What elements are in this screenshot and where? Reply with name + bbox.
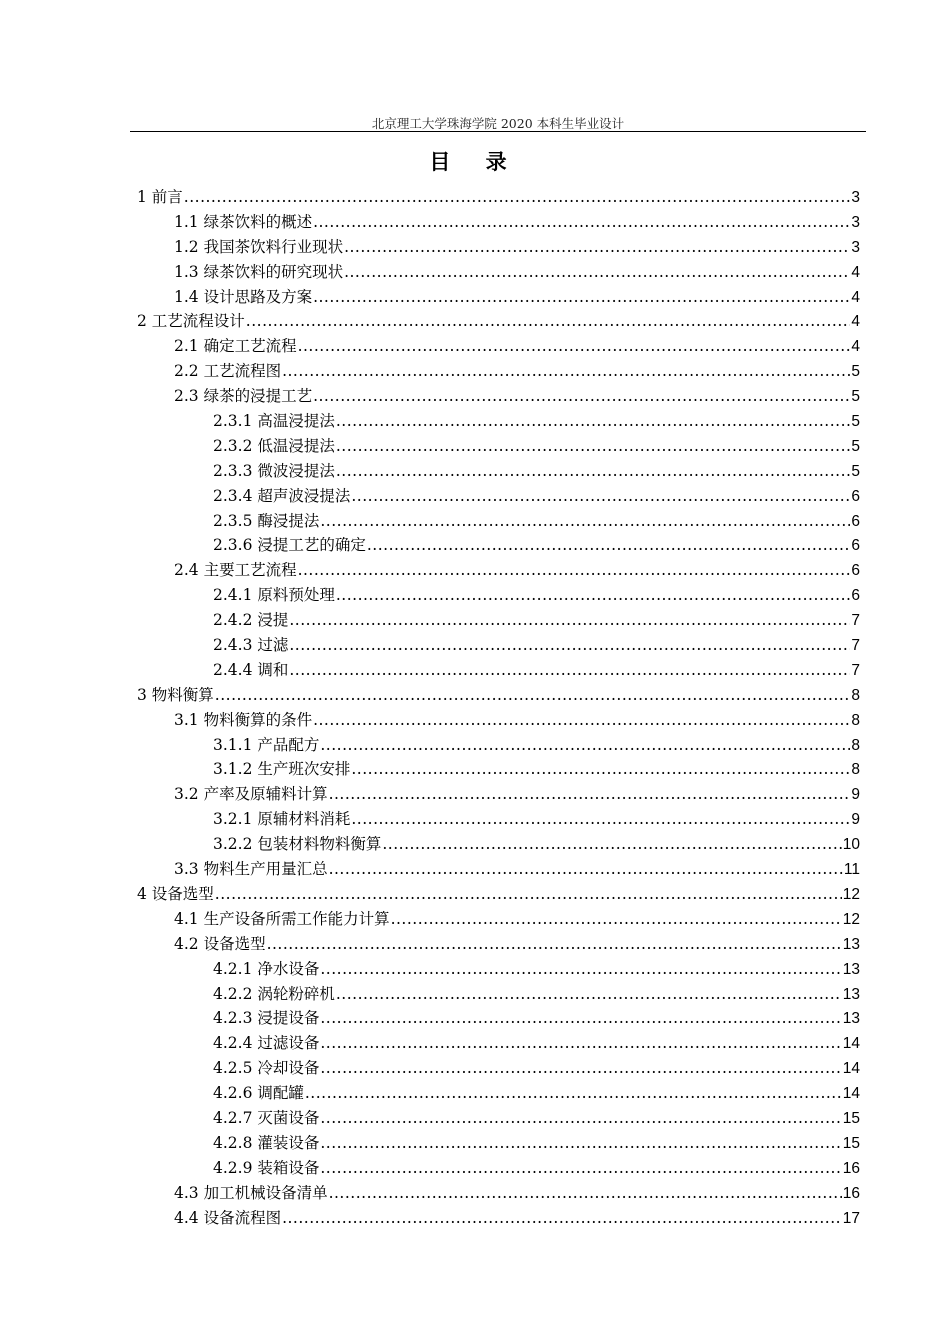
toc-entry-label: 1.2 我国茶饮料行业现状 <box>174 237 344 256</box>
toc-entry-page-number: 4 <box>851 338 860 356</box>
toc-entry[interactable] <box>137 309 860 334</box>
toc-leader-dots <box>282 359 850 384</box>
toc-entry-page-number: 5 <box>851 388 860 406</box>
toc-entry-label: 3 物料衡算 <box>137 685 214 704</box>
toc-entry-label: 4.2.5 冷却设备 <box>213 1059 320 1078</box>
toc-entry-page-number: 9 <box>851 811 860 829</box>
toc-entry-label: 1.1 绿茶饮料的概述 <box>174 212 313 231</box>
toc-entry[interactable] <box>137 409 860 434</box>
toc-leader-dots <box>336 409 851 434</box>
toc-entry-label: 3.2 产率及原辅料计算 <box>174 785 328 804</box>
toc-leader-dots <box>344 260 850 285</box>
toc-leader-dots <box>320 1131 841 1156</box>
toc-leader-dots <box>351 807 850 832</box>
toc-entry-page-number: 4 <box>851 288 860 306</box>
toc-leader-dots <box>282 1206 842 1231</box>
toc-entry-page-number: 13 <box>842 985 860 1003</box>
toc-entry-label: 3.1 物料衡算的条件 <box>174 710 313 729</box>
toc-entry[interactable] <box>137 1156 860 1181</box>
toc-leader-dots <box>313 285 850 310</box>
toc-leader-dots <box>320 1156 841 1181</box>
table-of-contents <box>137 185 860 1230</box>
toc-entry[interactable] <box>137 434 860 459</box>
toc-entry-label: 4.2.4 过滤设备 <box>213 1034 320 1053</box>
toc-entry-page-number: 8 <box>851 736 860 754</box>
toc-leader-dots <box>351 757 850 782</box>
toc-entry-page-number: 6 <box>851 512 860 530</box>
toc-entry-label: 2.4.4 调和 <box>213 660 289 679</box>
toc-entry[interactable] <box>137 558 860 583</box>
toc-entry-page-number: 11 <box>843 861 860 879</box>
toc-entry[interactable] <box>137 957 860 982</box>
toc-entry[interactable] <box>137 832 860 857</box>
toc-entry[interactable] <box>137 210 860 235</box>
toc-entry-page-number: 8 <box>851 761 860 779</box>
toc-entry[interactable] <box>137 882 860 907</box>
toc-entry-page-number: 16 <box>842 1159 860 1177</box>
toc-entry-page-number: 5 <box>851 363 860 381</box>
toc-entry-label: 2.3 绿茶的浸提工艺 <box>174 387 313 406</box>
toc-entry-page-number: 7 <box>851 612 860 630</box>
toc-entry-label: 4.2.2 涡轮粉碎机 <box>213 984 335 1003</box>
toc-leader-dots <box>382 832 841 857</box>
toc-entry[interactable] <box>137 359 860 384</box>
toc-leader-dots <box>289 633 850 658</box>
toc-entry[interactable] <box>137 260 860 285</box>
toc-entry[interactable] <box>137 757 860 782</box>
toc-entry-label: 4.2.8 灌装设备 <box>213 1133 320 1152</box>
toc-entry[interactable] <box>137 235 860 260</box>
toc-entry-label: 2 工艺流程设计 <box>137 312 245 331</box>
toc-entry[interactable] <box>137 384 860 409</box>
toc-entry-label: 1.4 设计思路及方案 <box>174 287 313 306</box>
toc-leader-dots <box>313 708 850 733</box>
toc-leader-dots <box>305 1081 842 1106</box>
toc-entry-page-number: 14 <box>842 1085 860 1103</box>
toc-entry-page-number: 4 <box>851 313 860 331</box>
toc-entry-label: 2.2 工艺流程图 <box>174 362 282 381</box>
toc-entry[interactable] <box>137 733 860 758</box>
toc-entry-label: 4.2.3 浸提设备 <box>213 1009 320 1028</box>
toc-entry-label: 2.4.3 过滤 <box>213 636 289 655</box>
toc-entry[interactable] <box>137 1006 860 1031</box>
toc-leader-dots <box>215 683 851 708</box>
toc-leader-dots <box>336 434 851 459</box>
toc-entry-page-number: 14 <box>842 1035 860 1053</box>
toc-leader-dots <box>367 533 851 558</box>
toc-leader-dots <box>289 608 850 633</box>
toc-entry[interactable] <box>137 334 860 359</box>
toc-entry-page-number: 6 <box>851 537 860 555</box>
toc-entry-page-number: 15 <box>842 1109 860 1127</box>
toc-leader-dots <box>246 309 851 334</box>
toc-entry-label: 1.3 绿茶饮料的研究现状 <box>174 262 344 281</box>
toc-entry-label: 4.1 生产设备所需工作能力计算 <box>174 909 390 928</box>
toc-entry[interactable] <box>137 932 860 957</box>
toc-entry[interactable] <box>137 708 860 733</box>
toc-entry[interactable] <box>137 608 860 633</box>
toc-entry[interactable] <box>137 633 860 658</box>
toc-leader-dots <box>320 1056 841 1081</box>
toc-entry-page-number: 12 <box>842 885 860 903</box>
toc-entry[interactable] <box>137 1206 860 1231</box>
toc-entry-page-number: 8 <box>851 711 860 729</box>
toc-leader-dots <box>320 1031 841 1056</box>
toc-entry-label: 3.2.1 原辅材料消耗 <box>213 810 351 829</box>
header-rule <box>130 131 866 132</box>
toc-entry-page-number: 15 <box>842 1134 860 1152</box>
toc-entry-label: 3.3 物料生产用量汇总 <box>174 860 328 879</box>
toc-entry-label: 4.2.9 装箱设备 <box>213 1158 320 1177</box>
toc-entry-label: 2.3.2 低温浸提法 <box>213 436 335 455</box>
toc-leader-dots <box>313 210 850 235</box>
toc-entry[interactable] <box>137 459 860 484</box>
toc-entry-label: 4.2.1 净水设备 <box>213 959 320 978</box>
toc-leader-dots <box>329 857 843 882</box>
toc-leader-dots <box>320 1006 841 1031</box>
toc-entry-page-number: 5 <box>851 437 860 455</box>
toc-entry-page-number: 7 <box>851 661 860 679</box>
toc-entry[interactable] <box>137 1131 860 1156</box>
toc-entry-page-number: 10 <box>842 836 860 854</box>
toc-leader-dots <box>320 733 850 758</box>
toc-entry[interactable] <box>137 185 860 210</box>
toc-leader-dots <box>344 235 850 260</box>
toc-entry-label: 2.3.4 超声波浸提法 <box>213 486 351 505</box>
page-title: 目 录 <box>429 149 521 174</box>
toc-entry[interactable] <box>137 907 860 932</box>
toc-entry-page-number: 8 <box>851 686 860 704</box>
page-header: 北京理工大学珠海学院 2020 本科生毕业设计 <box>371 116 625 131</box>
toc-entry-page-number: 14 <box>842 1060 860 1078</box>
toc-leader-dots <box>351 484 850 509</box>
toc-leader-dots <box>267 932 842 957</box>
toc-entry[interactable] <box>137 1031 860 1056</box>
toc-leader-dots <box>215 882 842 907</box>
toc-entry-label: 2.4.1 原料预处理 <box>213 586 335 605</box>
toc-leader-dots <box>329 1181 842 1206</box>
toc-entry-label: 2.4 主要工艺流程 <box>174 561 297 580</box>
toc-entry-label: 3.2.2 包装材料物料衡算 <box>213 835 382 854</box>
toc-leader-dots <box>336 583 851 608</box>
toc-leader-dots <box>320 1106 841 1131</box>
toc-entry-label: 4.4 设备流程图 <box>174 1208 282 1227</box>
toc-entry-page-number: 6 <box>851 487 860 505</box>
toc-entry-page-number: 13 <box>842 1010 860 1028</box>
toc-entry-label: 2.3.6 浸提工艺的确定 <box>213 536 366 555</box>
toc-entry-page-number: 13 <box>842 960 860 978</box>
toc-entry-page-number: 4 <box>851 263 860 281</box>
toc-entry-label: 4.2.7 灭菌设备 <box>213 1108 320 1127</box>
toc-entry-label: 2.3.1 高温浸提法 <box>213 412 335 431</box>
toc-entry[interactable] <box>137 782 860 807</box>
toc-entry-page-number: 13 <box>842 935 860 953</box>
toc-entry-label: 2.4.2 浸提 <box>213 611 289 630</box>
toc-leader-dots <box>289 658 850 683</box>
toc-leader-dots <box>336 982 842 1007</box>
toc-entry-page-number: 5 <box>851 462 860 480</box>
toc-entry[interactable] <box>137 533 860 558</box>
toc-entry[interactable] <box>137 857 860 882</box>
toc-entry-label: 1 前言 <box>137 188 183 206</box>
toc-entry-label: 2.3.3 微波浸提法 <box>213 461 335 480</box>
toc-entry[interactable] <box>137 1106 860 1131</box>
toc-entry-page-number: 9 <box>851 786 860 804</box>
toc-entry-label: 2.3.5 酶浸提法 <box>213 511 320 530</box>
toc-entry-page-number: 6 <box>851 562 860 580</box>
toc-entry[interactable] <box>137 1181 860 1206</box>
toc-entry[interactable] <box>137 285 860 310</box>
toc-entry-label: 4.2.6 调配罐 <box>213 1084 304 1103</box>
toc-leader-dots <box>391 907 842 932</box>
toc-entry[interactable] <box>137 683 860 708</box>
toc-entry-label: 3.1.1 产品配方 <box>213 735 320 754</box>
toc-entry[interactable] <box>137 484 860 509</box>
toc-entry-page-number: 6 <box>851 587 860 605</box>
toc-entry-page-number: 5 <box>851 413 860 431</box>
toc-entry-page-number: 17 <box>842 1209 860 1227</box>
toc-leader-dots <box>298 334 851 359</box>
toc-leader-dots <box>313 384 850 409</box>
toc-entry[interactable] <box>137 583 860 608</box>
toc-entry-page-number: 7 <box>851 637 860 655</box>
toc-entry-label: 4.3 加工机械设备清单 <box>174 1183 328 1202</box>
toc-entry-label: 4 设备选型 <box>137 884 214 903</box>
toc-leader-dots <box>336 459 851 484</box>
toc-entry-label: 3.1.2 生产班次安排 <box>213 760 351 779</box>
toc-entry-page-number: 12 <box>842 910 860 928</box>
toc-entry[interactable] <box>137 509 860 534</box>
toc-entry[interactable] <box>137 807 860 832</box>
toc-leader-dots <box>298 558 851 583</box>
toc-leader-dots <box>184 185 851 210</box>
toc-entry-page-number: 16 <box>842 1184 860 1202</box>
toc-entry-label: 2.1 确定工艺流程 <box>174 337 297 356</box>
toc-entry[interactable] <box>137 982 860 1007</box>
toc-leader-dots <box>320 957 841 982</box>
toc-entry-label: 4.2 设备选型 <box>174 934 266 953</box>
toc-entry-page-number: 3 <box>851 189 860 206</box>
toc-leader-dots <box>329 782 851 807</box>
toc-leader-dots <box>320 509 850 534</box>
toc-entry[interactable] <box>137 1056 860 1081</box>
toc-entry[interactable] <box>137 1081 860 1106</box>
toc-entry-page-number: 3 <box>851 213 860 231</box>
toc-entry-page-number: 3 <box>851 238 860 256</box>
toc-entry[interactable] <box>137 658 860 683</box>
